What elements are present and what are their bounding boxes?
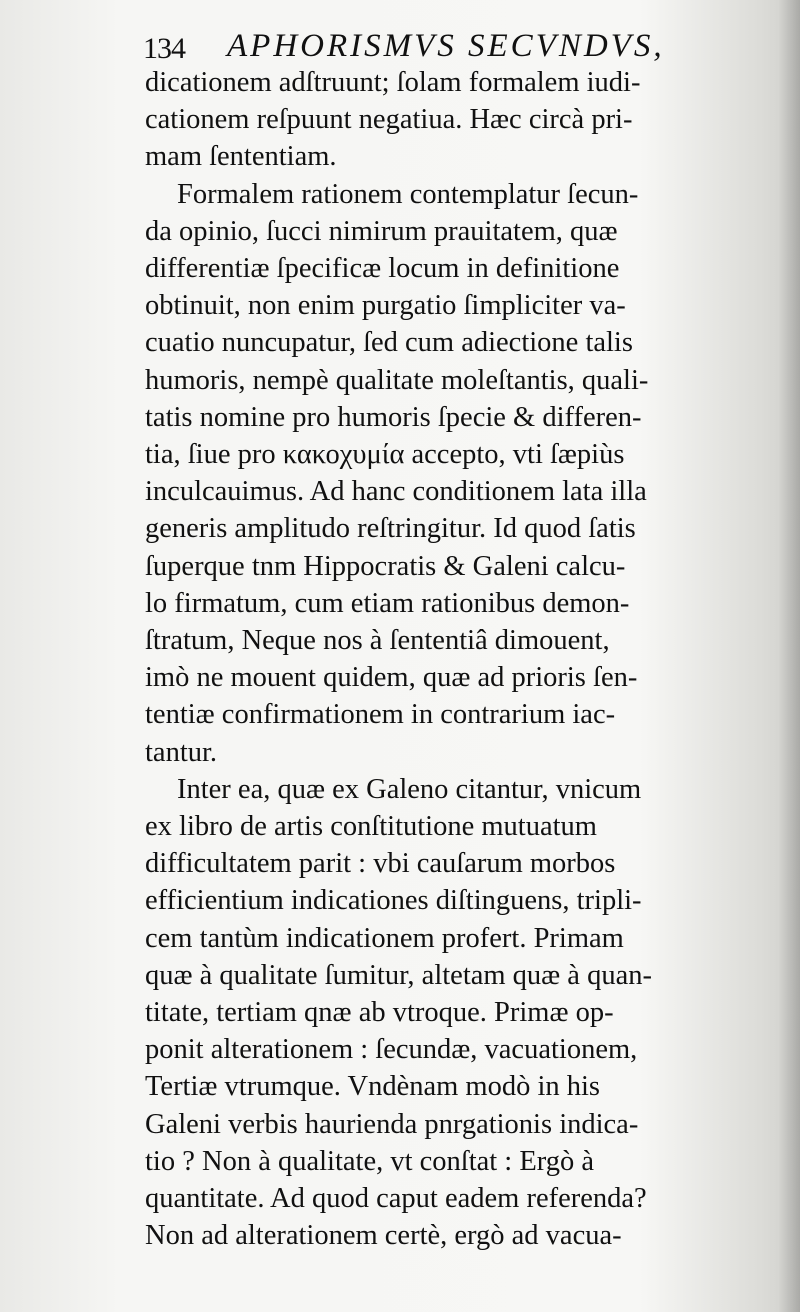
text-line: lo firmatum, cum etiam rationibus demon- [145, 587, 630, 619]
text-line: differentiæ ſpecificæ locum in definitione [145, 253, 620, 284]
text-line: generis amplitudo reſtringitur. Id quod ſatis [145, 513, 636, 545]
text-line: tia, ſiue pro κακοχυμία accepto, vti ſæpiùs [145, 439, 625, 470]
text-line: obtinuit, non enim purgatio ſimpliciter va- [145, 290, 626, 322]
text-line: inculcauimus. Ad hanc conditionem lata illa [145, 476, 647, 508]
text-line: tio ? Non à qualitate, vt conſtat : Ergò à [145, 1145, 595, 1177]
text-line: cem tantùm indicationem profert. Primam [145, 922, 624, 954]
text-line: da opinio, ſucci nimirum prauitatem, quæ [145, 215, 618, 247]
text-line: ex libro de artis conſtitutione mutuatum [145, 811, 597, 842]
text-line: quantitate. Ad quod caput eadem referenda? [145, 1183, 647, 1214]
text-line: ſtratum, Neque nos à ſententiâ dimouent, [145, 625, 610, 656]
text-line: tantur. [145, 736, 218, 768]
text-line: cationem reſpuunt negatiua. Hæc circà pri- [145, 104, 633, 136]
text-line: tatis nomine pro humoris ſpecie & differen- [145, 401, 642, 433]
page-edge-shadow [778, 0, 800, 1312]
text-line: efficientium indicationes diſtinguens, tripli- [145, 885, 642, 917]
text-line: Inter ea, quæ ex Galeno citantur, vnicum [177, 773, 642, 805]
text-line: Tertiæ vtrumque. Vndènam modò in his [145, 1071, 601, 1103]
text-line: tentiæ confirmationem in contrarium iac- [145, 699, 616, 731]
text-line: Non ad alterationem certè, ergò ad vacua- [145, 1220, 622, 1252]
text-line: mam ſententiam. [145, 141, 337, 173]
page-number: 134 [143, 32, 185, 65]
running-head: APHORISMVS SECVNDVS, [227, 28, 665, 64]
page-header [143, 20, 703, 68]
text-line: imò ne mouent quidem, quæ ad prioris ſen- [145, 662, 638, 694]
text-line: difficultatem parit : vbi cauſarum morbos [145, 848, 616, 880]
text-line: cuatio nuncupatur, ſed cum adiectione talis [145, 327, 633, 359]
text-line: humoris, nempè qualitate moleſtantis, quali- [145, 364, 649, 396]
text-line: ponit alterationem : ſecundæ, vacuationem, [145, 1034, 638, 1066]
text-line: ſuperque tnm Hippocratis & Galeni calcu- [145, 550, 626, 582]
text-line: quæ à qualitate ſumitur, altetam quæ à quan- [145, 959, 652, 991]
text-line: titate, tertiam qnæ ab vtroque. Primæ op- [145, 997, 614, 1028]
text-line: Formalem rationem contemplatur ſecun- [177, 178, 639, 210]
text-line: Galeni verbis haurienda pnrgationis indica- [145, 1108, 639, 1140]
text-line: dicationem adſtruunt; ſolam formalem iudi- [145, 67, 641, 98]
